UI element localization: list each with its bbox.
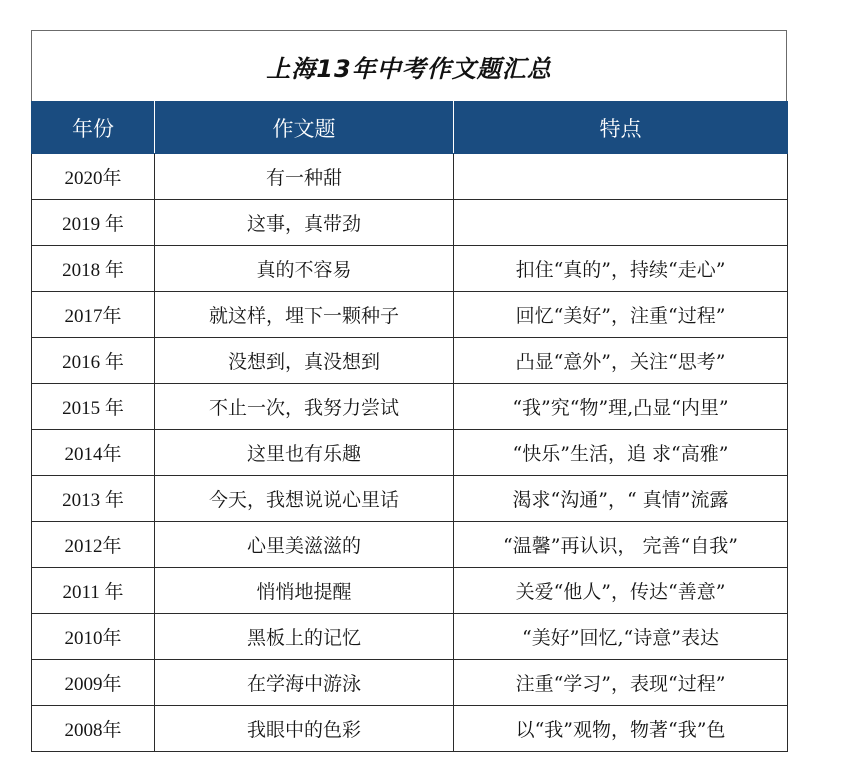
- topic-cell: 真的不容易: [155, 246, 454, 292]
- table-row: [32, 522, 788, 568]
- column-header-feature: 特点: [454, 102, 788, 154]
- feature-cell: “我”究“物”理,凸显“内里”: [454, 384, 788, 430]
- table-row: [32, 246, 788, 292]
- year-cell: 2012年: [32, 522, 155, 568]
- year-cell: 2009年: [32, 660, 155, 706]
- year-cell: 2018 年: [32, 246, 155, 292]
- year-cell: 2017年: [32, 292, 155, 338]
- topic-cell: 在学海中游泳: [155, 660, 454, 706]
- feature-cell: 扣住“真的”，持续“走心”: [454, 246, 788, 292]
- feature-cell: 回忆“美好”，注重“过程”: [454, 292, 788, 338]
- topic-cell: 悄悄地提醒: [155, 568, 454, 614]
- year-cell: 2011 年: [32, 568, 155, 614]
- topic-cell: 心里美滋滋的: [155, 522, 454, 568]
- year-cell: 2020年: [32, 154, 155, 200]
- year-cell: 2013 年: [32, 476, 155, 522]
- title-box: [31, 30, 787, 101]
- feature-cell: 凸显“意外”，关注“思考”: [454, 338, 788, 384]
- topic-cell: 没想到，真没想到: [155, 338, 454, 384]
- topic-cell: 这事，真带劲: [155, 200, 454, 246]
- topic-cell: 这里也有乐趣: [155, 430, 454, 476]
- table-row: [32, 384, 788, 430]
- table-row: [32, 430, 788, 476]
- table-row: [32, 706, 788, 752]
- document-title: 上海13年中考作文题汇总: [266, 54, 552, 83]
- year-cell: 2016 年: [32, 338, 155, 384]
- feature-cell: “快乐”生活，追 求“高雅”: [454, 430, 788, 476]
- topic-cell: 有一种甜: [155, 154, 454, 200]
- table-row: [32, 660, 788, 706]
- feature-cell: “美好”回忆,“诗意”表达: [454, 614, 788, 660]
- feature-cell: “温馨”再认识， 完善“自我”: [454, 522, 788, 568]
- topic-cell: 黑板上的记忆: [155, 614, 454, 660]
- topic-cell: 我眼中的色彩: [155, 706, 454, 752]
- table-row: [32, 568, 788, 614]
- year-cell: 2019 年: [32, 200, 155, 246]
- topic-cell: 今天，我想说说心里话: [155, 476, 454, 522]
- year-cell: 2010年: [32, 614, 155, 660]
- topic-cell: 就这样，埋下一颗种子: [155, 292, 454, 338]
- table-row: [32, 614, 788, 660]
- column-header-topic: 作文题: [155, 102, 454, 154]
- table-row: [32, 200, 788, 246]
- year-cell: 2015 年: [32, 384, 155, 430]
- column-header-year: 年份: [32, 102, 155, 154]
- feature-cell: 以“我”观物，物著“我”色: [454, 706, 788, 752]
- feature-cell: 注重“学习”，表现“过程”: [454, 660, 788, 706]
- feature-cell: 渴求“沟通”，“ 真情”流露: [454, 476, 788, 522]
- table-row: [32, 154, 788, 200]
- feature-cell: 关爱“他人”，传达“善意”: [454, 568, 788, 614]
- feature-cell: [454, 200, 788, 246]
- table-row: [32, 338, 788, 384]
- feature-cell: [454, 154, 788, 200]
- table-row: [32, 476, 788, 522]
- topic-cell: 不止一次，我努力尝试: [155, 384, 454, 430]
- essay-topics-table: [31, 101, 788, 752]
- year-cell: 2008年: [32, 706, 155, 752]
- table-row: [32, 292, 788, 338]
- table-header-row: [32, 102, 788, 154]
- year-cell: 2014年: [32, 430, 155, 476]
- document: [31, 30, 787, 752]
